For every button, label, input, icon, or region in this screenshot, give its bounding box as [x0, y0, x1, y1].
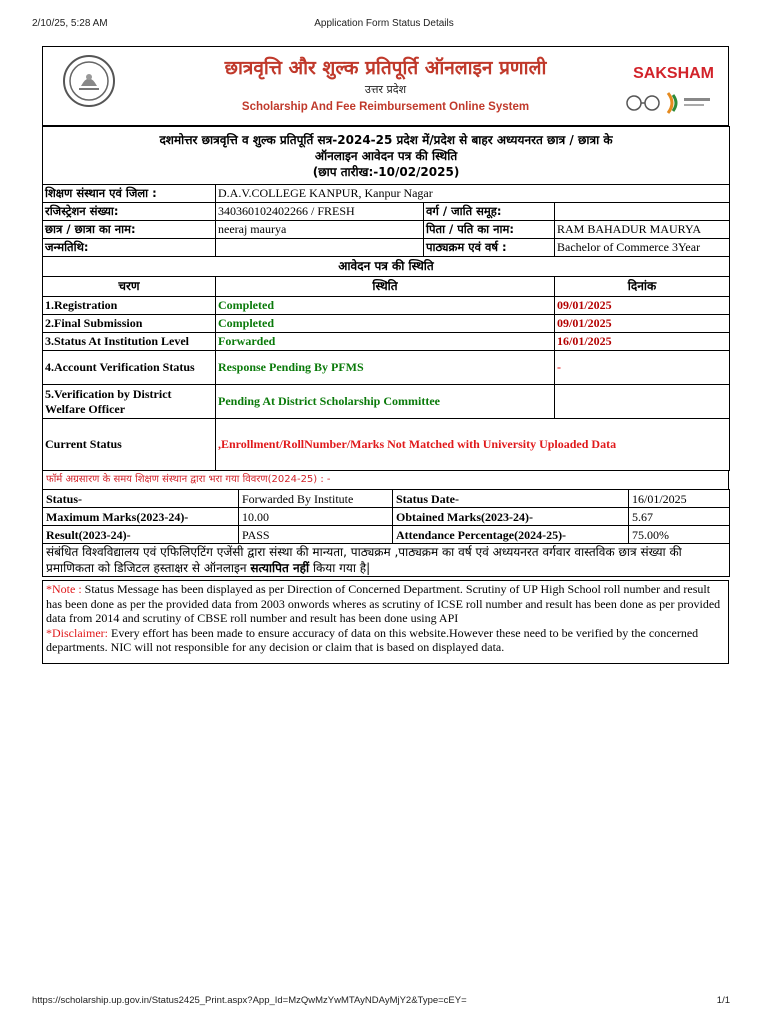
col-status-header: स्थिति: [216, 277, 555, 297]
institution-details-title: फॉर्म अग्रसारण के समय शिक्षण संस्थान द्वारा भरा गया विवरण(2024-25) : -: [42, 471, 729, 489]
category-label: वर्ग / जाति समूह:: [424, 203, 555, 221]
stage-cell: 1.Registration: [43, 297, 216, 315]
form-title-line2: ऑनलाइन आवेदन पत्र की स्थिति: [314, 148, 458, 163]
banner-state: उत्तर प्रदेश: [364, 83, 407, 96]
result-value: PASS: [239, 526, 393, 544]
date-cell: [555, 385, 730, 419]
table-row: [43, 297, 730, 315]
category-value: [555, 203, 730, 221]
attendance-value: 75.00%: [629, 526, 730, 544]
application-info-table: [42, 126, 730, 471]
site-banner: [42, 46, 729, 126]
form-title: [43, 127, 730, 185]
digital-india-icon: [624, 89, 714, 117]
dob-label: जन्मतिथि:: [43, 239, 216, 257]
table-row: [43, 385, 730, 419]
date-cell: 09/01/2025: [555, 297, 730, 315]
status-section-title: आवेदन पत्र की स्थिति: [43, 257, 730, 277]
notes-box: [42, 580, 729, 664]
disclaimer-label: *Disclaimer:: [46, 625, 108, 640]
student-name-value: neeraj maurya: [216, 221, 424, 239]
print-footer: [32, 995, 736, 1011]
note-text: Status Message has been displayed as per Direction of Concerned Department. Scrutiny of UP High School roll number and result has been done as per the provided data from 2003 onwords wheres as scrutiny of ICSE roll number and result has been done as per provided data from 2014 and scrutiny of CBSE roll number and result has been done using API: [46, 582, 721, 625]
print-page-title: Application Form Status Details: [314, 18, 454, 29]
course-value: Bachelor of Commerce 3Year: [555, 239, 730, 257]
status-cell: Response Pending By PFMS: [216, 351, 555, 385]
date-cell: 16/01/2025: [555, 333, 730, 351]
status-date-label: Status Date-: [393, 490, 629, 508]
date-cell: -: [555, 351, 730, 385]
banner-title-hindi: छात्रवृत्ति और शुल्क प्रतिपूर्ति ऑनलाइन प्रणाली: [224, 57, 547, 79]
saksham-brand: SAKSHAM: [633, 65, 714, 82]
status-date-value: 16/01/2025: [629, 490, 730, 508]
institution-label: शिक्षण संस्थान एवं जिला :: [43, 185, 216, 203]
disclaimer-text: Every effort has been made to ensure accuracy of data on this website.However these need to be verified by the concerned departments. NIC will not responsible for any decision or claim that is based on displayed data.: [46, 625, 699, 654]
status-value: Forwarded By Institute: [239, 490, 393, 508]
banner-title-english: Scholarship And Fee Reimbursement Online System: [241, 101, 530, 113]
course-label: पाठ्यक्रम एवं वर्ष :: [424, 239, 555, 257]
verification-text-2: किया गया है|: [312, 561, 371, 575]
print-datetime: 2/10/25, 5:28 AM: [32, 18, 108, 29]
verification-statement: [43, 544, 730, 577]
date-cell: 09/01/2025: [555, 315, 730, 333]
father-name-value: RAM BAHADUR MAURYA: [555, 221, 730, 239]
registration-label: रजिस्ट्रेशन संख्या:: [43, 203, 216, 221]
page-url: https://scholarship.up.gov.in/Status2425_Print.aspx?App_Id=MzQwMzYwMTAyNDAyMjY2&Type=cEY=: [32, 995, 467, 1006]
stage-cell: 3.Status At Institution Level: [43, 333, 216, 351]
status-sheet: [42, 46, 729, 664]
institution-value: D.A.V.COLLEGE KANPUR, Kanpur Nagar: [216, 185, 730, 203]
status-label: Status-: [43, 490, 239, 508]
col-date-header: दिनांक: [555, 277, 730, 297]
status-cell: Pending At District Scholarship Committee: [216, 385, 555, 419]
stage-cell: 2.Final Submission: [43, 315, 216, 333]
status-cell: Completed: [216, 315, 555, 333]
table-row: [43, 333, 730, 351]
registration-value: 340360102402266 / FRESH: [216, 203, 424, 221]
institution-details-table: [42, 489, 730, 577]
attendance-label: Attendance Percentage(2024-25)-: [393, 526, 629, 544]
current-status-value: ,Enrollment/RollNumber/Marks Not Matched with University Uploaded Data: [216, 419, 730, 471]
father-name-label: पिता / पति का नाम:: [424, 221, 555, 239]
verification-text-bold: सत्यापित नहीं: [250, 561, 310, 575]
verification-text-1: संबंधित विश्वविद्यालय एवं एफिलिएटिंग एजेंसी द्वारा संस्था की मान्यता, पाठ्यक्रम ,पाठ्यक्रम का वर्ष एवं अध्ययनरत वर्गवार वास्तविक छात्र संख्या की प्रमाणिकता को डिजिटल हस्ताक्षर से ऑनलाइन: [46, 545, 682, 575]
max-marks-value: 10.00: [239, 508, 393, 526]
stage-cell: 4.Account Verification Status: [43, 351, 216, 385]
col-stage-header: चरण: [43, 277, 216, 297]
result-label: Result(2023-24)-: [43, 526, 239, 544]
dob-value: [216, 239, 424, 257]
max-marks-label: Maximum Marks(2023-24)-: [43, 508, 239, 526]
status-cell: Forwarded: [216, 333, 555, 351]
obtained-marks-value: 5.67: [629, 508, 730, 526]
status-cell: Completed: [216, 297, 555, 315]
table-row: [43, 351, 730, 385]
stage-cell: 5.Verification by District Welfare Officer: [43, 385, 216, 419]
note-label: *Note :: [46, 582, 82, 596]
print-header: [32, 18, 736, 34]
form-title-line1: दशमोत्तर छात्रवृत्ति व शुल्क प्रतिपूर्ति सत्र-2024-25 प्रदेश में/प्रदेश से बाहर अध्ययनरत छात्र / छात्रा के: [159, 132, 613, 147]
print-date: (छाप तारीख:-10/02/2025): [312, 164, 460, 179]
obtained-marks-label: Obtained Marks(2023-24)-: [393, 508, 629, 526]
current-status-label: Current Status: [43, 419, 216, 471]
student-name-label: छात्र / छात्रा का नाम:: [43, 221, 216, 239]
table-row: [43, 315, 730, 333]
page-number: 1/1: [716, 995, 730, 1006]
